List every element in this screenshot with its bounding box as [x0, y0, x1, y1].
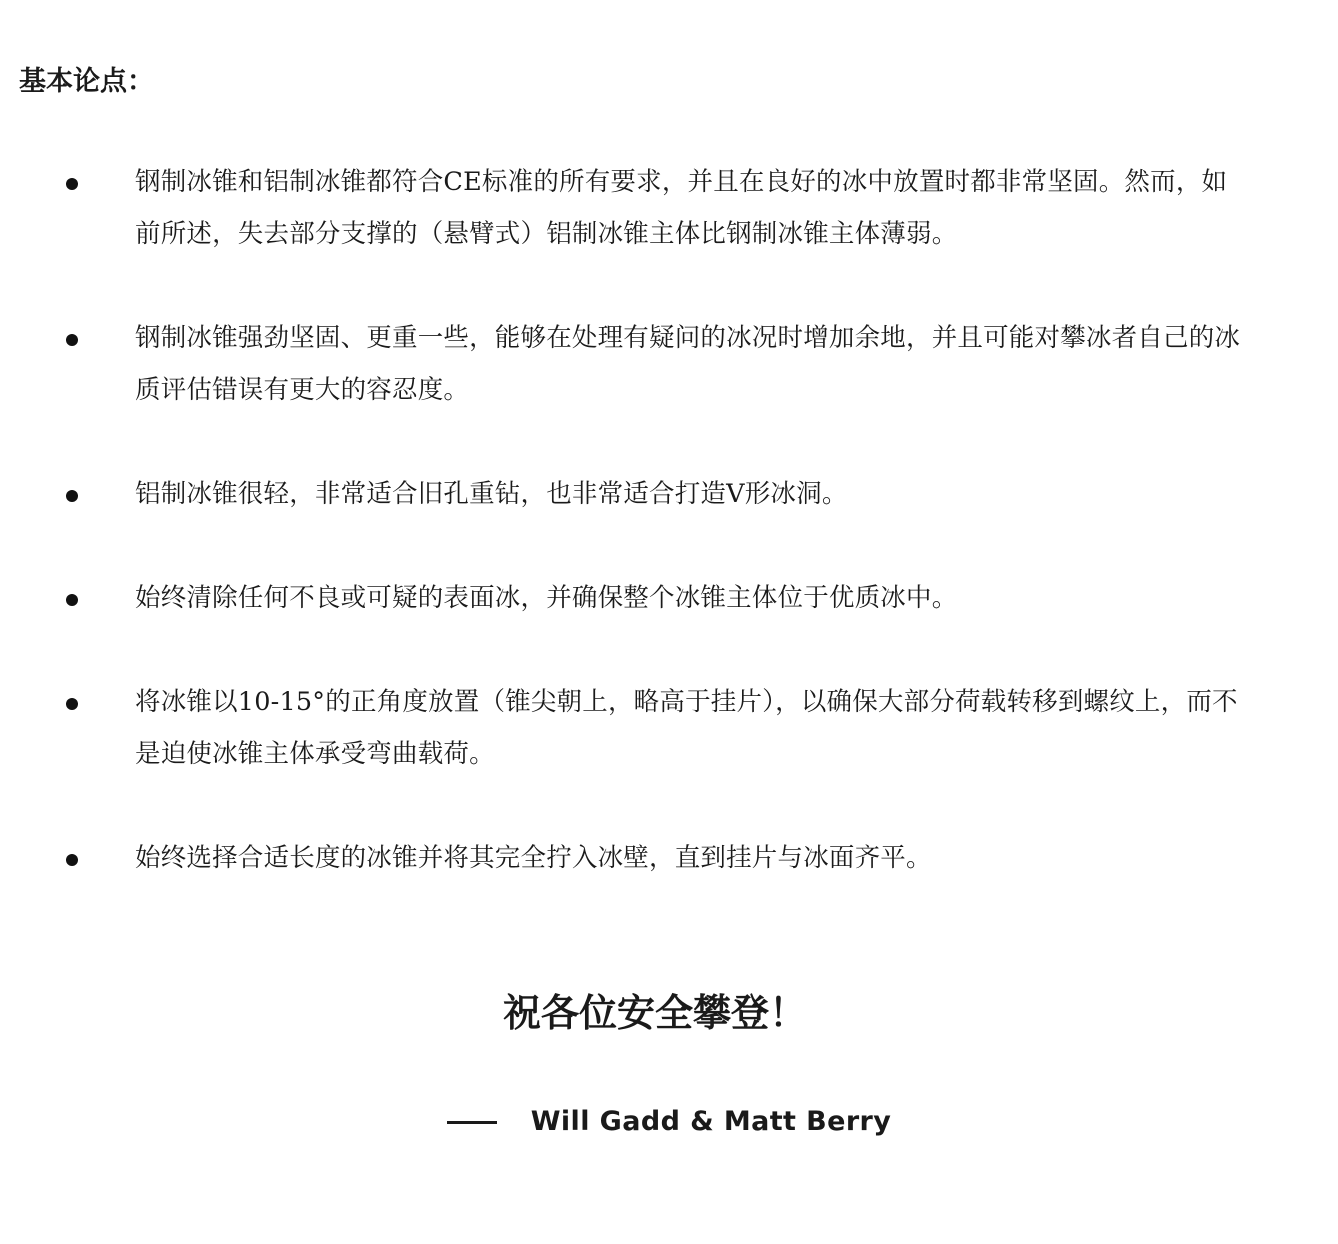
author-names: Will Gadd & Matt Berry — [530, 1105, 892, 1137]
signature — [0, 1100, 1338, 1142]
bullet-icon — [66, 594, 78, 606]
closing-message: 祝各位安全攀登！ — [502, 990, 807, 1035]
list-item — [0, 832, 1247, 884]
list-item — [0, 572, 1247, 624]
bullet-icon — [66, 698, 78, 710]
bullet-icon — [66, 490, 78, 502]
bullet-icon — [66, 178, 78, 190]
list-item — [0, 312, 1247, 416]
section-heading: 基本论点： — [19, 66, 154, 97]
list-item — [0, 676, 1247, 780]
list-item-text: 铝制冰锥很轻，非常适合旧孔重钻，也非常适合打造V形冰洞。 — [135, 479, 848, 509]
list-item-text: 钢制冰锥和铝制冰锥都符合CE标准的所有要求，并且在良好的冰中放置时都非常坚固。然而，如前所述，失去部分支撑的（悬臂式）铝制冰锥主体比钢制冰锥主体薄弱。 — [135, 167, 1228, 249]
list-item-text: 钢制冰锥强劲坚固、更重一些，能够在处理有疑问的冰况时增加余地，并且可能对攀冰者自己的冰质评估错误有更大的容忍度。 — [135, 323, 1241, 405]
list-item — [0, 468, 1247, 520]
list-item — [0, 156, 1247, 260]
list-item-text: 始终清除任何不良或可疑的表面冰，并确保整个冰锥主体位于优质冰中。 — [135, 583, 958, 613]
list-item-text: 始终选择合适长度的冰锥并将其完全拧入冰壁，直到挂片与冰面齐平。 — [135, 843, 932, 873]
bullet-icon — [66, 334, 78, 346]
list-item-text: 将冰锥以10-15°的正角度放置（锥尖朝上，略高于挂片），以确保大部分荷载转移到螺纹上，而不是迫使冰锥主体承受弯曲载荷。 — [135, 687, 1238, 769]
bullet-icon — [66, 854, 78, 866]
key-points-list — [0, 156, 1338, 936]
em-dash-divider — [447, 1121, 497, 1124]
